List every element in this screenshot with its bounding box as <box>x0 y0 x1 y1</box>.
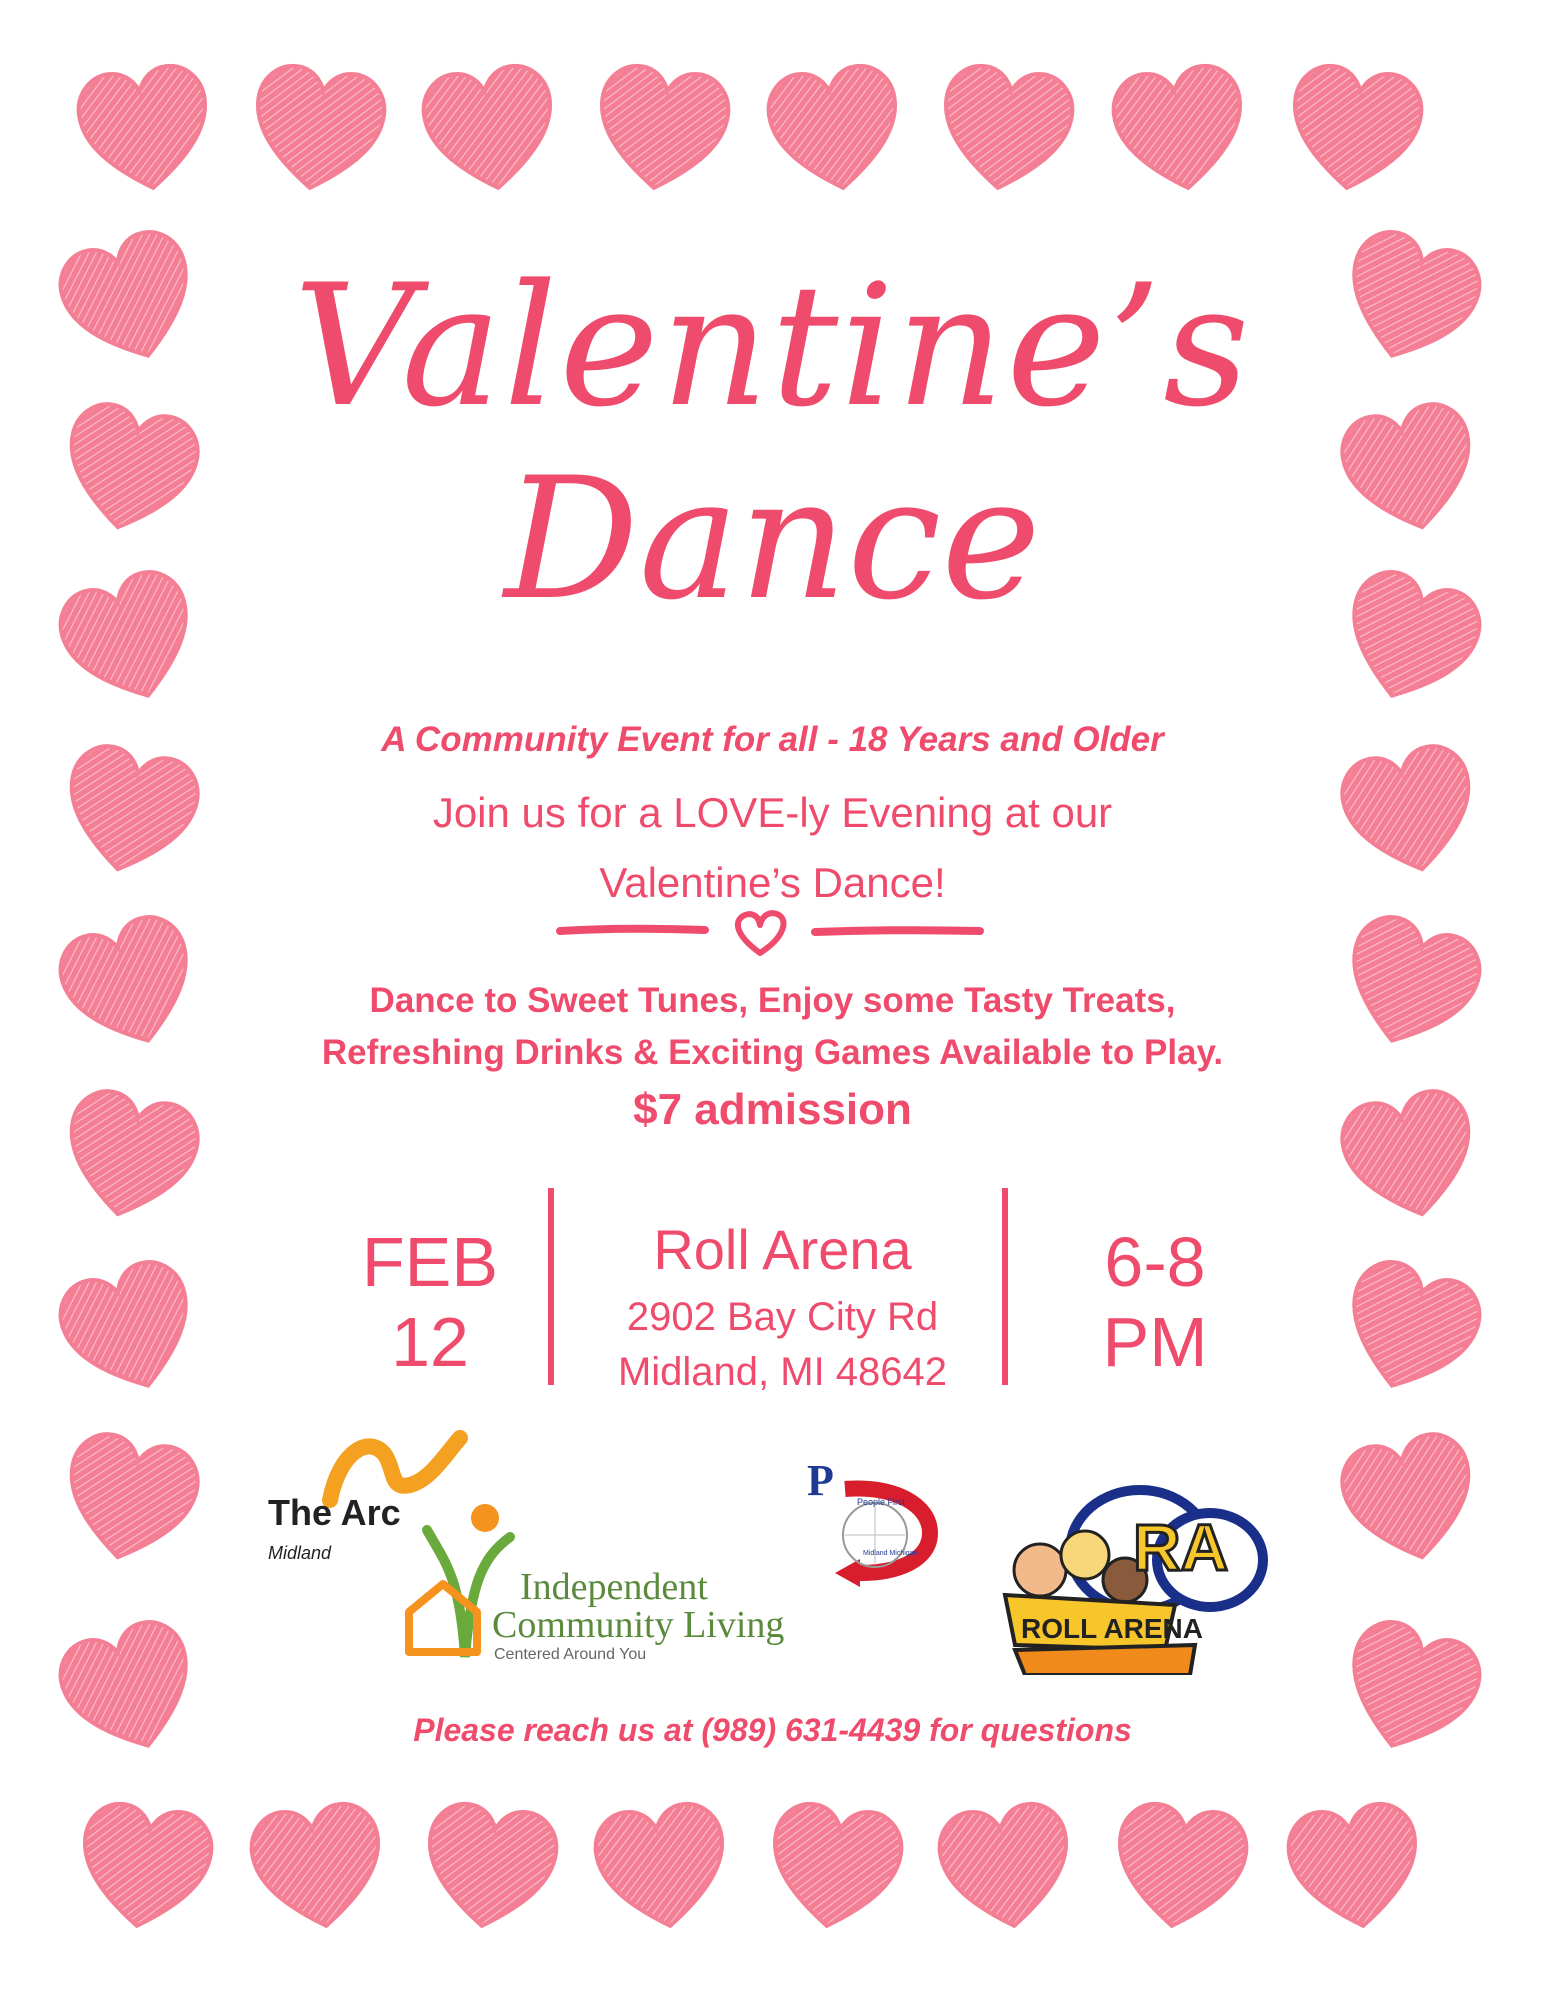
heart-icon <box>244 1797 392 1940</box>
heart-icon <box>244 59 392 202</box>
heart-icon <box>738 913 784 953</box>
heart-icon <box>1281 1797 1429 1940</box>
heart-icon <box>932 59 1080 202</box>
heart-icon <box>1328 1250 1492 1410</box>
arc-logo-name: The Arc <box>268 1492 401 1533</box>
heart-icon <box>588 1797 736 1940</box>
people-first-logo <box>805 1455 940 1590</box>
event-day: 12 <box>391 1303 469 1381</box>
venue-name: Roll Arena <box>653 1218 912 1281</box>
heart-icon <box>71 1797 219 1940</box>
heart-icon <box>932 1797 1080 1940</box>
contact-line: Please reach us at (989) 631-4439 for questions <box>413 1712 1132 1748</box>
heart-icon <box>52 1425 207 1575</box>
people-first-text: People First <box>857 1497 906 1507</box>
icl-logo-line-1: Independent <box>520 1566 708 1608</box>
roll-arena-text: ROLL ARENA <box>1021 1613 1203 1644</box>
subtitle: A Community Event for all - 18 Years and Older <box>381 720 1164 759</box>
roll-arena-logo <box>995 1475 1275 1675</box>
heart-icon <box>1106 59 1254 202</box>
intro-line-2: Valentine’s Dance! <box>599 859 946 906</box>
intro-line-1: Join us for a LOVE-ly Evening at our <box>432 789 1113 836</box>
venue-address-1: 2902 Bay City Rd <box>626 1295 939 1339</box>
heart-icon <box>588 59 736 202</box>
heart-icon <box>48 1250 212 1410</box>
title-line-1: Valentine’s <box>293 248 1252 444</box>
people-first-sub: Midland Michigan <box>863 1550 918 1557</box>
venue-address-2: Midland, MI 48642 <box>617 1350 948 1394</box>
details-line-2: Refreshing Drinks & Exciting Games Available to Play. <box>321 1033 1224 1072</box>
heart-icon <box>761 1797 909 1940</box>
heart-icon <box>1332 1425 1487 1575</box>
heart-icon <box>416 59 564 202</box>
event-time <box>1005 1222 1305 1382</box>
people-first-letter: P <box>807 1456 834 1505</box>
heart-icon <box>71 59 219 202</box>
heart-icon <box>416 1797 564 1940</box>
heart-icon <box>1106 1797 1254 1940</box>
event-date <box>300 1222 560 1382</box>
details-line-1: Dance to Sweet Tunes, Enjoy some Tasty Treats, <box>369 981 1176 1020</box>
arc-logo-sub: Midland <box>268 1543 332 1563</box>
admission-price: $7 admission <box>633 1085 912 1134</box>
heart-icon <box>761 59 909 202</box>
icl-logo-tagline: Centered Around You <box>494 1646 647 1663</box>
event-month: FEB <box>361 1223 499 1301</box>
divider-line-left <box>548 1188 554 1385</box>
title-line-2: Dance <box>504 441 1041 637</box>
roll-arena-letters: RA <box>1133 1510 1229 1584</box>
time-range: 6-8 <box>1104 1223 1206 1301</box>
time-period: PM <box>1102 1303 1208 1381</box>
heart-divider <box>555 905 985 965</box>
heart-icon <box>1281 59 1429 202</box>
icl-logo-line-2: Community Living <box>492 1604 785 1646</box>
